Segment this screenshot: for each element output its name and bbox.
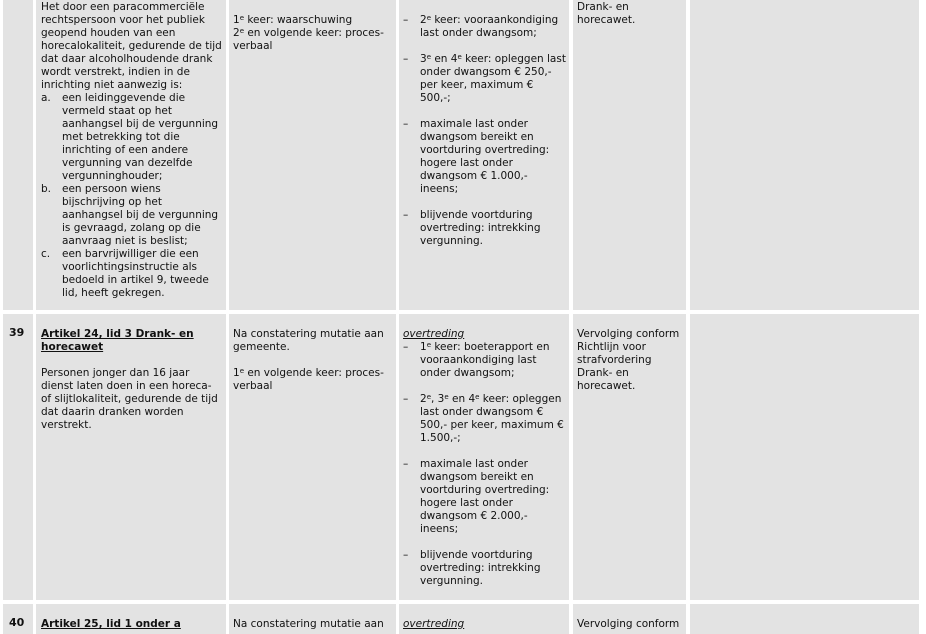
row3-followup-text: Vervolging conform — [577, 618, 680, 630]
row1-action-line2: 2e en volgende keer: proces-verbaal — [233, 27, 384, 52]
list-item: – 1e keer: boeterapport en vooraankondiging last onder dwangsom; — [403, 341, 550, 379]
list-item: – blijvende voortduring overtreding: intrekking vergunning. — [403, 209, 541, 247]
row3-number: 40 — [3, 604, 33, 634]
row2-followup-text: Vervolging conform Richtlijn voor strafvordering Drank- en horecawet. — [577, 328, 680, 392]
row1-followup-cell — [573, 0, 686, 310]
row3-description-cell — [36, 604, 226, 634]
row3-action-cell — [229, 604, 396, 634]
row2-description-cell — [36, 314, 226, 600]
list-item: – maximale last onder dwangsom bereikt en voortduring overtreding: hogere last onder dwangsom € 1.000,- ineens; — [403, 118, 550, 195]
row3-empty-cell — [690, 604, 919, 634]
row2-empty-cell — [690, 314, 919, 600]
row1-sanction-cell — [399, 0, 569, 310]
row2-followup-cell — [573, 314, 686, 600]
row3-action-line0: Na constatering mutatie aan — [233, 618, 384, 630]
row1-followup-text: Drank- en horecawet. — [577, 1, 636, 26]
row2-action-line1: 1e en volgende keer: proces-verbaal — [233, 367, 384, 392]
row2-sanction-heading: overtreding — [403, 328, 465, 340]
row3-followup-cell — [573, 604, 686, 634]
list-item: – 2e keer: vooraankondiging last onder dwangsom; — [403, 14, 559, 39]
row1-action-line1: 1e keer: waarschuwing — [233, 14, 353, 26]
list-item: – 2e, 3e en 4e keer: opleggen last onder dwangsom € 500,- per keer, maximum € 1.500,-; — [403, 393, 564, 444]
row2-number: 39 — [3, 314, 33, 600]
list-item: a. een leidinggevende die vermeld staat op het aanhangsel bij de vergunning met betrekking tot die inrichting of een andere vergunning van dezelfde vergunninghouder; — [41, 92, 219, 182]
row1-description-cell — [36, 0, 226, 310]
row3-sanction-heading: overtreding — [403, 618, 465, 630]
row1-description-intro: Het door een paracommerciële rechtspersoon voor het publiek geopend houden van een horecalokaliteit, gedurende de tijd dat daar alcoholhoudende drank wordt verstrekt, indien in de inrichting niet aanwezig is: — [41, 1, 222, 91]
row3-article-title: Artikel 25, lid 1 onder a — [41, 618, 181, 630]
list-item: – maximale last onder dwangsom bereikt en voortduring overtreding: hogere last onder dwangsom € 2.000,- ineens; — [403, 458, 550, 535]
row2-action-cell — [229, 314, 396, 600]
row2-action-line0: Na constatering mutatie aan gemeente. — [233, 328, 384, 353]
list-item: – 3e en 4e keer: opleggen last onder dwangsom € 250,- per keer, maximum € 500,-; — [403, 53, 566, 104]
row3-sanction-cell — [399, 604, 569, 634]
row1-action-cell — [229, 0, 396, 310]
list-item: c. een barvrijwilliger die een voorlichtingsinstructie als bedoeld in artikel 9, tweede lid, heeft gekregen. — [41, 248, 209, 299]
row1-number-cell — [3, 0, 33, 310]
row2-description-text: Personen jonger dan 16 jaar dienst laten doen in een horeca- of slijtlokaliteit, gedurende de tijd dat daarin dranken worden verstrekt. — [41, 367, 218, 431]
row1-empty-cell — [690, 0, 919, 310]
row2-sanction-cell — [399, 314, 569, 600]
list-item: b. een persoon wiens bijschrijving op het aanhangsel bij de vergunning is gevraagd, zolang op die aanvraag niet is beslist; — [41, 183, 219, 247]
list-item: – blijvende voortduring overtreding: intrekking vergunning. — [403, 549, 541, 587]
row2-article-title: Artikel 24, lid 3 Drank- en horecawet — [41, 328, 194, 353]
